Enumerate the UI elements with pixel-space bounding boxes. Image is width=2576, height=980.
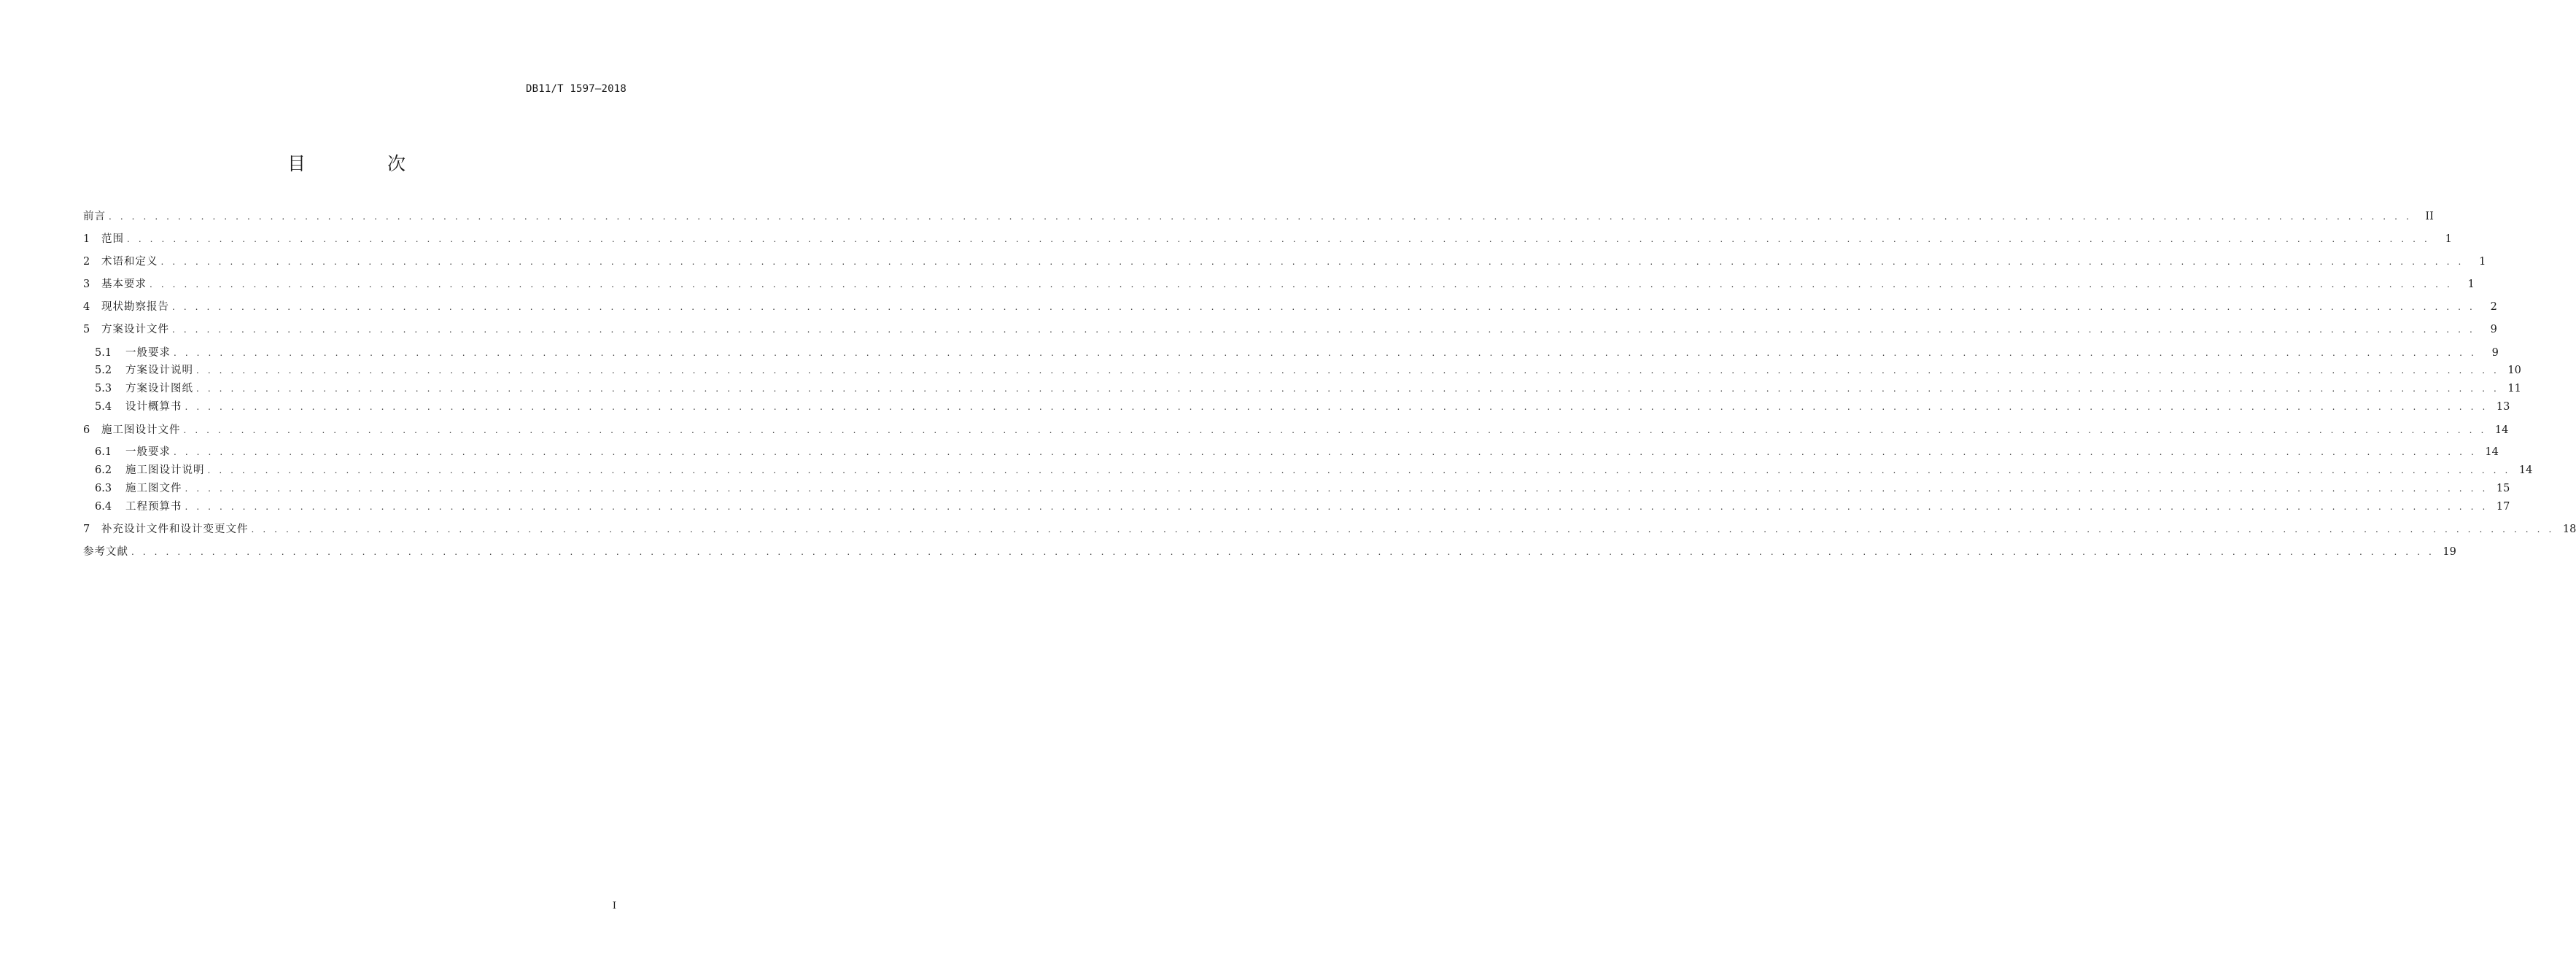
- toc-entry-number: 4: [83, 301, 90, 313]
- toc-entry[interactable]: [83, 544, 2456, 560]
- toc-entry-number: 2: [83, 256, 90, 268]
- toc-entry-page: 19: [2443, 546, 2456, 558]
- toc-entry-page: 9: [2490, 324, 2497, 335]
- toc-entry-label: 参考文献: [83, 546, 128, 558]
- toc-dot-leader: . . . . . . . . . . . . . . . . . . . . . . . . . . . . . . . . . . . . . . . . . . . . . . . . . . . . . . . . . . . . . . . . . . . . . . . . . . . . . . . . . . . . . . . . . . . . . . . . . . . . . . . . . . . . . . . . . . . . . . . . . . . . . . . . . . . . . . . . . . . . . . . . . . . . . . . . . . . . . . . . . . . . . . . . . . . . . . . . . . . . . . . . . . . . . . . . . . . . . . . .: [207, 465, 2511, 475]
- toc-dot-leader: . . . . . . . . . . . . . . . . . . . . . . . . . . . . . . . . . . . . . . . . . . . . . . . . . . . . . . . . . . . . . . . . . . . . . . . . . . . . . . . . . . . . . . . . . . . . . . . . . . . . . . . . . . . . . . . . . . . . . . . . . . . . . . . . . . . . . . . . . . . . . . . . . . . . . . . . . . . . . . . . . . . . . . . . . . . . . . . . . . . . . . . . . . . . . . . . . . . . . . . .: [251, 524, 2555, 534]
- toc-entry-page: 9: [2491, 347, 2499, 359]
- toc-entry[interactable]: [95, 399, 2510, 415]
- toc-dot-leader: . . . . . . . . . . . . . . . . . . . . . . . . . . . . . . . . . . . . . . . . . . . . . . . . . . . . . . . . . . . . . . . . . . . . . . . . . . . . . . . . . . . . . . . . . . . . . . . . . . . . . . . . . . . . . . . . . . . . . . . . . . . . . . . . . . . . . . . . . . . . . . . . . . . . . . . . . . . . . . . . . . . . . . . . . . . . . . . . . . . . . . . . . . . . . . . . . . . . . . . .: [196, 384, 2499, 394]
- toc-entry-label: 施工图文件: [125, 483, 182, 494]
- toc-entry-number: 5.1: [95, 347, 112, 359]
- toc-entry-page: 1: [2445, 233, 2452, 245]
- toc-dot-leader: . . . . . . . . . . . . . . . . . . . . . . . . . . . . . . . . . . . . . . . . . . . . . . . . . . . . . . . . . . . . . . . . . . . . . . . . . . . . . . . . . . . . . . . . . . . . . . . . . . . . . . . . . . . . . . . . . . . . . . . . . . . . . . . . . . . . . . . . . . . . . . . . . . . . . . . . . . . . . . . . . . . . . . . . . . . . . . . . . . . . . . . . . . . . . . . . . . . . . . . .: [183, 425, 2487, 435]
- toc-title: 目 次: [287, 153, 443, 174]
- toc-entry-label: 一般要求: [125, 347, 171, 359]
- toc-entry-number: 1: [83, 233, 90, 245]
- toc-entry-number: 5.3: [95, 383, 112, 394]
- toc-entry-number: 6.1: [95, 446, 112, 458]
- toc-entry-page: 15: [2496, 483, 2510, 494]
- toc-entry-number: 5: [83, 324, 90, 335]
- toc-entry-label: 工程预算书: [125, 501, 182, 513]
- toc-entry-label: 施工图设计说明: [125, 464, 205, 476]
- toc-entry[interactable]: [83, 209, 2434, 225]
- toc-dot-leader: . . . . . . . . . . . . . . . . . . . . . . . . . . . . . . . . . . . . . . . . . . . . . . . . . . . . . . . . . . . . . . . . . . . . . . . . . . . . . . . . . . . . . . . . . . . . . . . . . . . . . . . . . . . . . . . . . . . . . . . . . . . . . . . . . . . . . . . . . . . . . . . . . . . . . . . . . . . . . . . . . . . . . . . . . . . . . . . . . . . . . . . . . . . . . . . . . . . . . . . .: [185, 483, 2488, 494]
- toc-dot-leader: . . . . . . . . . . . . . . . . . . . . . . . . . . . . . . . . . . . . . . . . . . . . . . . . . . . . . . . . . . . . . . . . . . . . . . . . . . . . . . . . . . . . . . . . . . . . . . . . . . . . . . . . . . . . . . . . . . . . . . . . . . . . . . . . . . . . . . . . . . . . . . . . . . . . . . . . . . . . . . . . . . . . . . . . . . . . . . . . . . . . . . . . . . . . . . . . . . . . . . . .: [174, 348, 2477, 358]
- toc-entry-page: 18: [2562, 524, 2576, 535]
- toc-dot-leader: . . . . . . . . . . . . . . . . . . . . . . . . . . . . . . . . . . . . . . . . . . . . . . . . . . . . . . . . . . . . . . . . . . . . . . . . . . . . . . . . . . . . . . . . . . . . . . . . . . . . . . . . . . . . . . . . . . . . . . . . . . . . . . . . . . . . . . . . . . . . . . . . . . . . . . . . . . . . . . . . . . . . . . . . . . . . . . . . . . . . . . . . . . . . . . . . . . . . . . . .: [127, 234, 2430, 244]
- toc-entry-page: 14: [2518, 464, 2533, 476]
- toc-entry-label: 方案设计图纸: [125, 383, 193, 394]
- toc-entry-label: 方案设计说明: [125, 365, 193, 376]
- toc-entry-label: 基本要求: [101, 279, 147, 290]
- toc-entry-label: 一般要求: [125, 446, 171, 458]
- toc-entry[interactable]: [95, 381, 2521, 397]
- toc-dot-leader: . . . . . . . . . . . . . . . . . . . . . . . . . . . . . . . . . . . . . . . . . . . . . . . . . . . . . . . . . . . . . . . . . . . . . . . . . . . . . . . . . . . . . . . . . . . . . . . . . . . . . . . . . . . . . . . . . . . . . . . . . . . . . . . . . . . . . . . . . . . . . . . . . . . . . . . . . . . . . . . . . . . . . . . . . . . . . . . . . . . . . . . . . . . . . . . . . . . . . . . .: [160, 257, 2464, 267]
- toc-dot-leader: . . . . . . . . . . . . . . . . . . . . . . . . . . . . . . . . . . . . . . . . . . . . . . . . . . . . . . . . . . . . . . . . . . . . . . . . . . . . . . . . . . . . . . . . . . . . . . . . . . . . . . . . . . . . . . . . . . . . . . . . . . . . . . . . . . . . . . . . . . . . . . . . . . . . . . . . . . . . . . . . . . . . . . . . . . . . . . . . . . . . . . . . . . . . . . . . . . . . . . . .: [185, 502, 2488, 512]
- document-code: DB11/T 1597—2018: [525, 83, 626, 95]
- toc-entry-page: 1: [2467, 279, 2475, 290]
- toc-entry-number: 6: [83, 424, 90, 436]
- toc-entry-page: 1: [2479, 256, 2486, 268]
- toc-entry[interactable]: [83, 322, 2497, 338]
- toc-entry-number: 6.3: [95, 483, 112, 494]
- toc-entry-label: 补充设计文件和设计变更文件: [101, 524, 249, 535]
- toc-dot-leader: . . . . . . . . . . . . . . . . . . . . . . . . . . . . . . . . . . . . . . . . . . . . . . . . . . . . . . . . . . . . . . . . . . . . . . . . . . . . . . . . . . . . . . . . . . . . . . . . . . . . . . . . . . . . . . . . . . . . . . . . . . . . . . . . . . . . . . . . . . . . . . . . . . . . . . . . . . . . . . . . . . . . . . . . . . . . . . . . . . . . . . . . . . . . . . . . . . . . . . . .: [131, 547, 2435, 557]
- toc-dot-leader: . . . . . . . . . . . . . . . . . . . . . . . . . . . . . . . . . . . . . . . . . . . . . . . . . . . . . . . . . . . . . . . . . . . . . . . . . . . . . . . . . . . . . . . . . . . . . . . . . . . . . . . . . . . . . . . . . . . . . . . . . . . . . . . . . . . . . . . . . . . . . . . . . . . . . . . . . . . . . . . . . . . . . . . . . . . . . . . . . . . . . . . . . . . . . . . . . . . . . . . .: [109, 211, 2412, 222]
- toc-dot-leader: . . . . . . . . . . . . . . . . . . . . . . . . . . . . . . . . . . . . . . . . . . . . . . . . . . . . . . . . . . . . . . . . . . . . . . . . . . . . . . . . . . . . . . . . . . . . . . . . . . . . . . . . . . . . . . . . . . . . . . . . . . . . . . . . . . . . . . . . . . . . . . . . . . . . . . . . . . . . . . . . . . . . . . . . . . . . . . . . . . . . . . . . . . . . . . . . . . . . . . . .: [172, 302, 2475, 312]
- toc-entry[interactable]: [83, 254, 2486, 270]
- toc-entry[interactable]: [95, 444, 2499, 460]
- toc-entry-number: 5.4: [95, 401, 112, 413]
- toc-entry[interactable]: [95, 362, 2521, 378]
- toc-entry[interactable]: [83, 276, 2475, 292]
- toc-entry-label: 设计概算书: [125, 401, 182, 413]
- toc-entry-page: II: [2425, 211, 2434, 222]
- toc-entry-page: 14: [2494, 424, 2509, 436]
- toc-entry[interactable]: [83, 299, 2497, 315]
- page-number: I: [612, 901, 616, 911]
- toc-entry-number: 6.2: [95, 464, 112, 476]
- toc-dot-leader: . . . . . . . . . . . . . . . . . . . . . . . . . . . . . . . . . . . . . . . . . . . . . . . . . . . . . . . . . . . . . . . . . . . . . . . . . . . . . . . . . . . . . . . . . . . . . . . . . . . . . . . . . . . . . . . . . . . . . . . . . . . . . . . . . . . . . . . . . . . . . . . . . . . . . . . . . . . . . . . . . . . . . . . . . . . . . . . . . . . . . . . . . . . . . . . . . . . . . . . .: [196, 365, 2499, 376]
- toc-dot-leader: . . . . . . . . . . . . . . . . . . . . . . . . . . . . . . . . . . . . . . . . . . . . . . . . . . . . . . . . . . . . . . . . . . . . . . . . . . . . . . . . . . . . . . . . . . . . . . . . . . . . . . . . . . . . . . . . . . . . . . . . . . . . . . . . . . . . . . . . . . . . . . . . . . . . . . . . . . . . . . . . . . . . . . . . . . . . . . . . . . . . . . . . . . . . . . . . . . . . . . . .: [174, 447, 2477, 457]
- toc-entry[interactable]: [95, 481, 2510, 497]
- toc-entry-label: 方案设计文件: [101, 324, 169, 335]
- toc-entry-label: 范围: [101, 233, 124, 245]
- toc-entry-page: 13: [2496, 401, 2510, 413]
- toc-entry-number: 6.4: [95, 501, 112, 513]
- toc-entry-label: 现状勘察报告: [101, 301, 169, 313]
- toc-entry-page: 10: [2507, 365, 2521, 376]
- toc-entry-page: 11: [2507, 383, 2521, 394]
- toc-entry-page: 17: [2496, 501, 2510, 513]
- toc-entry[interactable]: [95, 499, 2510, 515]
- toc-entry[interactable]: [83, 231, 2452, 247]
- toc-entry[interactable]: [95, 462, 2533, 478]
- toc-entry[interactable]: [83, 521, 2576, 537]
- toc-entry-page: 14: [2485, 446, 2499, 458]
- toc-dot-leader: . . . . . . . . . . . . . . . . . . . . . . . . . . . . . . . . . . . . . . . . . . . . . . . . . . . . . . . . . . . . . . . . . . . . . . . . . . . . . . . . . . . . . . . . . . . . . . . . . . . . . . . . . . . . . . . . . . . . . . . . . . . . . . . . . . . . . . . . . . . . . . . . . . . . . . . . . . . . . . . . . . . . . . . . . . . . . . . . . . . . . . . . . . . . . . . . . . . . . . . .: [172, 324, 2475, 335]
- toc-entry-number: 3: [83, 279, 90, 290]
- toc-dot-leader: . . . . . . . . . . . . . . . . . . . . . . . . . . . . . . . . . . . . . . . . . . . . . . . . . . . . . . . . . . . . . . . . . . . . . . . . . . . . . . . . . . . . . . . . . . . . . . . . . . . . . . . . . . . . . . . . . . . . . . . . . . . . . . . . . . . . . . . . . . . . . . . . . . . . . . . . . . . . . . . . . . . . . . . . . . . . . . . . . . . . . . . . . . . . . . . . . . . . . . . .: [185, 402, 2488, 412]
- toc-entry-number: 5.2: [95, 365, 112, 376]
- toc-entry-label: 前言: [83, 211, 106, 222]
- toc-entry-number: 7: [83, 524, 90, 535]
- toc-dot-leader: . . . . . . . . . . . . . . . . . . . . . . . . . . . . . . . . . . . . . . . . . . . . . . . . . . . . . . . . . . . . . . . . . . . . . . . . . . . . . . . . . . . . . . . . . . . . . . . . . . . . . . . . . . . . . . . . . . . . . . . . . . . . . . . . . . . . . . . . . . . . . . . . . . . . . . . . . . . . . . . . . . . . . . . . . . . . . . . . . . . . . . . . . . . . . . . . . . . . . . . .: [150, 279, 2453, 289]
- toc-entry-page: 2: [2490, 301, 2497, 313]
- toc-entry-label: 术语和定义: [101, 256, 158, 268]
- toc-entry[interactable]: [83, 422, 2509, 438]
- toc-entry[interactable]: [95, 345, 2499, 361]
- toc-entry-label: 施工图设计文件: [101, 424, 181, 436]
